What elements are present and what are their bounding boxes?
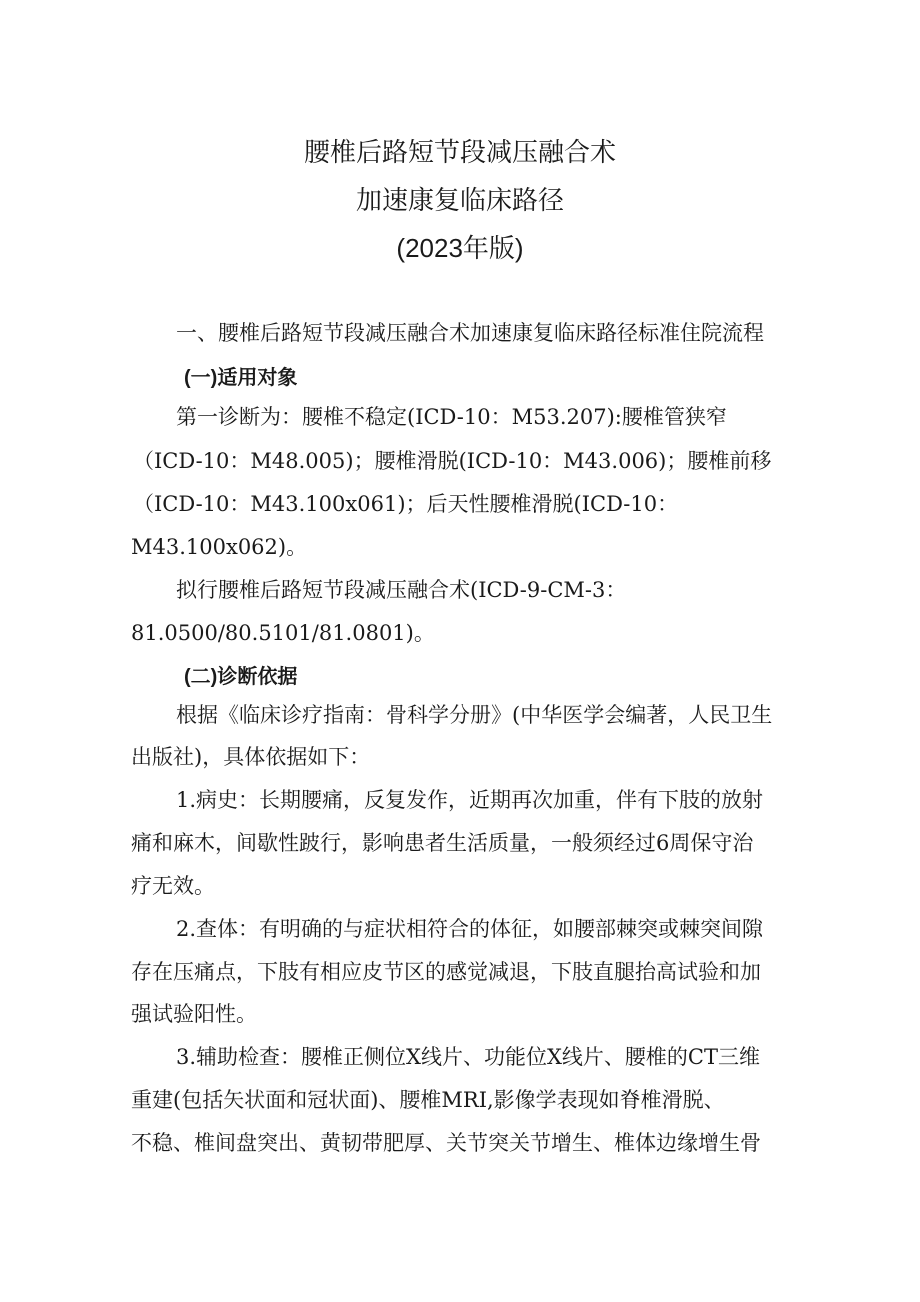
paragraph-line: M43.100x062)。 [131, 535, 308, 559]
paragraph-line: 81.0500/80.5101/81.0801)。 [131, 621, 435, 645]
list-item-line: 疗无效。 [131, 874, 215, 898]
document-title-edition: (2023年版) [396, 233, 524, 263]
list-item-line: 1.病史：长期腰痛，反复发作，近期再次加重，伴有下肢的放射 [176, 788, 764, 812]
document-title-line-1: 腰椎后路短节段减压融合术 [303, 138, 616, 168]
paragraph-line: （ICD-10：M43.100x061)；后天性腰椎滑脱(ICD-10： [133, 492, 679, 516]
paragraph-line: 出版社)，具体依据如下： [131, 745, 371, 769]
list-item-line: 不稳、椎间盘突出、黄韧带肥厚、关节突关节增生、椎体边缘增生骨 [131, 1131, 761, 1155]
paragraph-line: 拟行腰椎后路短节段减压融合术(ICD-9-CM-3： [176, 578, 627, 602]
list-item-line: 2.查体：有明确的与症状相符合的体征，如腰部棘突或棘突间隙 [176, 917, 764, 941]
list-item-line: 强试验阳性。 [131, 1002, 257, 1026]
paragraph-line: 第一诊断为：腰椎不稳定(ICD-10：M53.207):腰椎管狭窄 [176, 405, 727, 429]
paragraph-line: （ICD-10：M48.005)；腰椎滑脱(ICD-10：M43.006)；腰椎前移 [133, 449, 772, 473]
subsection-heading-applicable: (一)适用对象 [184, 367, 298, 389]
list-item-line: 重建(包括矢状面和冠状面)、腰椎MRI,影像学表现如脊椎滑脱、 [131, 1088, 725, 1112]
paragraph-line: 根据《临床诊疗指南：骨科学分册》(中华医学会编著，人民卫生 [176, 703, 773, 727]
list-item-line: 痛和麻木，间歇性跛行，影响患者生活质量，一般须经过6周保守治 [131, 831, 754, 855]
list-item-line: 3.辅助检查：腰椎正侧位X线片、功能位X线片、腰椎的CT三维 [176, 1045, 761, 1069]
document-title-line-2: 加速康复临床路径 [355, 186, 564, 216]
list-item-line: 存在压痛点，下肢有相应皮节区的感觉减退，下肢直腿抬高试验和加 [131, 960, 761, 984]
subsection-heading-diagnosis: (二)诊断依据 [184, 666, 298, 688]
section-heading: 一、腰椎后路短节段减压融合术加速康复临床路径标准住院流程 [176, 321, 764, 345]
